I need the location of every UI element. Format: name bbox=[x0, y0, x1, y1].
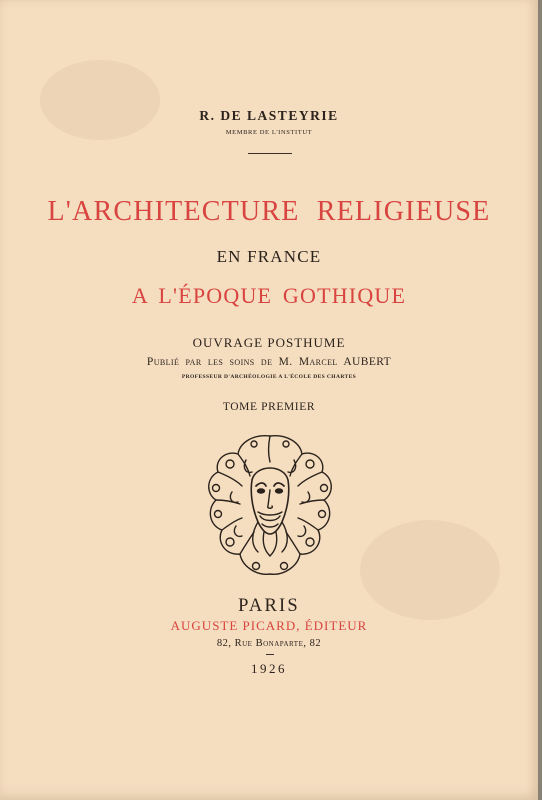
publisher-address: 82, Rue Bonaparte, 82 bbox=[216, 638, 322, 649]
paper-stain bbox=[40, 60, 160, 140]
edited-by-line: Publié par les soins de M. Marcel AUBERT bbox=[146, 356, 392, 368]
publication-city: PARIS bbox=[238, 596, 300, 616]
work-note: OUVRAGE POSTHUME bbox=[192, 335, 346, 350]
book-subtitle-line-2: A L'ÉPOQUE GOTHIQUE bbox=[131, 283, 407, 308]
book-subtitle-line-1: EN FRANCE bbox=[216, 247, 322, 266]
foliate-head-ornament-icon bbox=[202, 432, 338, 580]
publisher-name: AUGUSTE PICARD, ÉDITEUR bbox=[170, 618, 368, 633]
author-name: R. DE LASTEYRIE bbox=[199, 108, 339, 123]
volume-label: TOME PREMIER bbox=[222, 401, 316, 413]
publication-year: 1926 bbox=[251, 661, 287, 676]
page-edge bbox=[538, 0, 542, 800]
editor-title: PROFESSEUR D'ARCHÉOLOGIE A L'ÉCOLE DES CHARTES bbox=[181, 374, 357, 380]
divider-rule bbox=[266, 654, 274, 655]
book-title: L'ARCHITECTURE RELIGIEUSE bbox=[47, 196, 491, 227]
author-membership: MEMBRE DE L'INSTITUT bbox=[225, 129, 313, 136]
divider-rule bbox=[248, 153, 292, 154]
